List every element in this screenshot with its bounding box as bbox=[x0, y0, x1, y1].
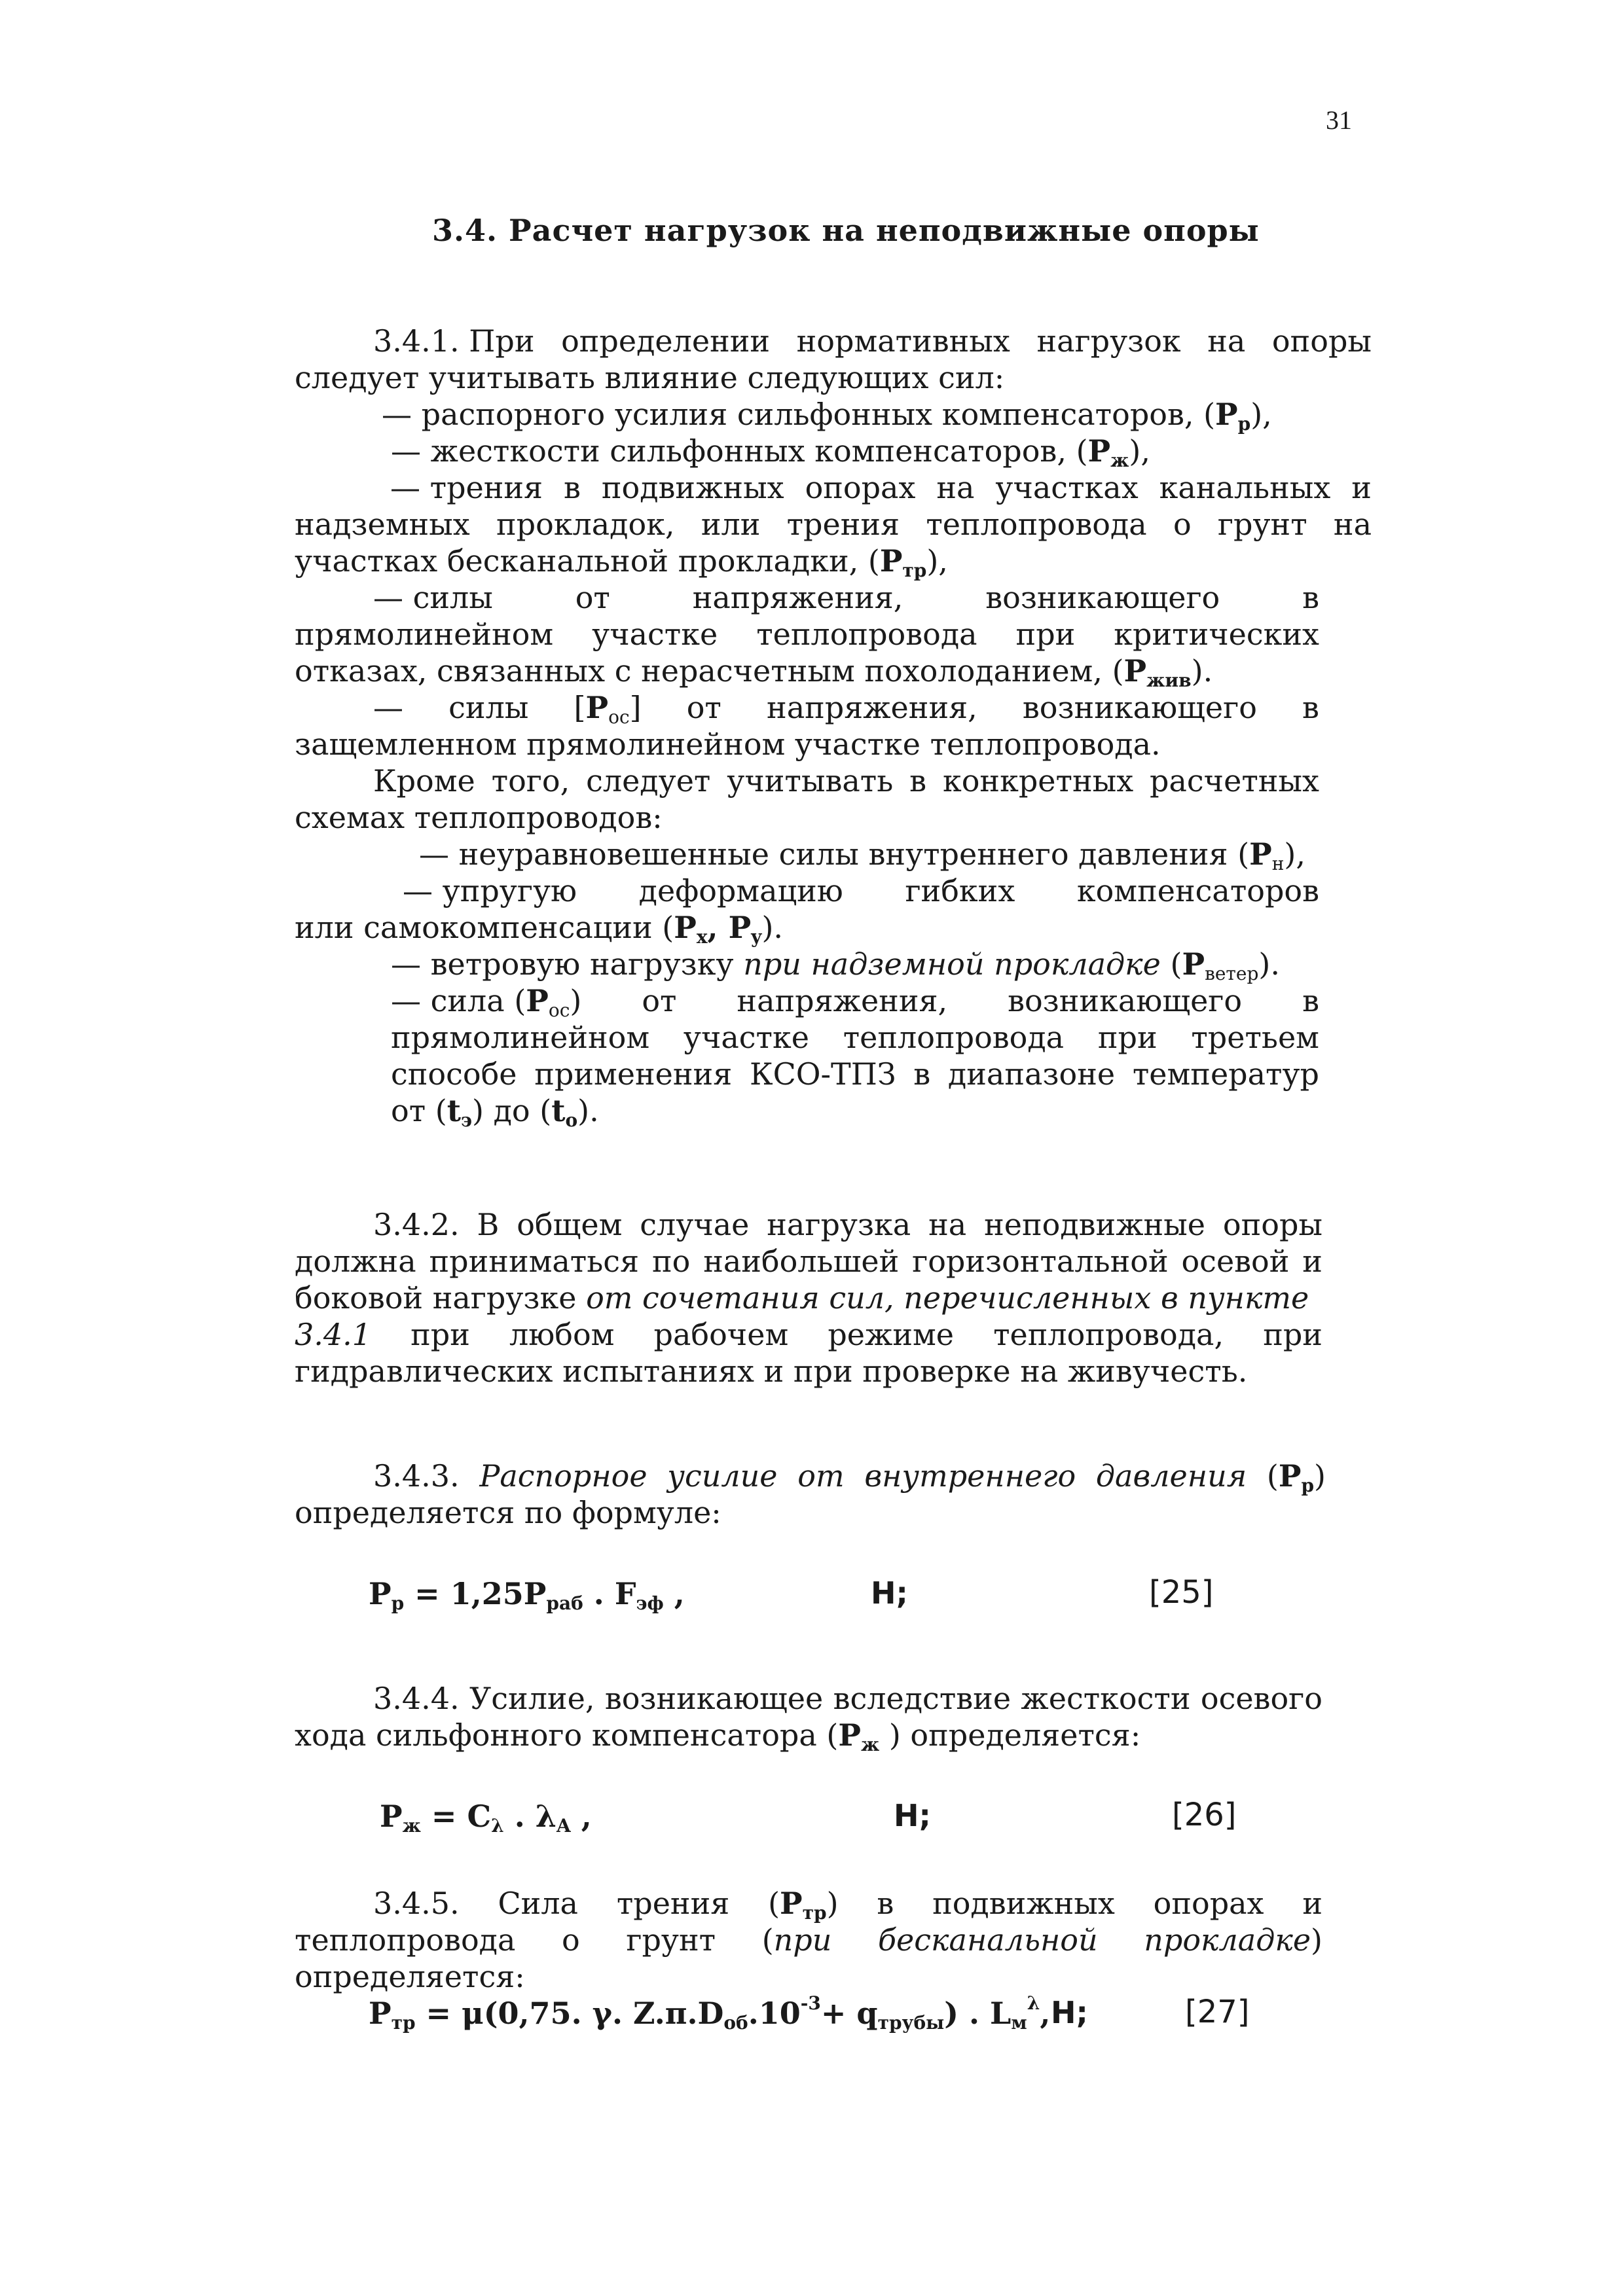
word: нагрузок bbox=[1036, 323, 1181, 359]
text-line: защемленном прямолинейном участке теплопровода. bbox=[295, 726, 1161, 762]
text-line: определяется по формуле: bbox=[295, 1495, 721, 1530]
text-line: хода сильфонного компенсатора ($P_ж$ ) определяется: bbox=[295, 1717, 1141, 1755]
text-line: — сила $(P_{ос})$ от напряжения, возникающего в bbox=[391, 983, 1319, 1021]
text-line: способе применения КСО-ТПЗ в диапазоне температур bbox=[391, 1056, 1319, 1092]
text-line: должна приниматься по наибольшей горизонтальной осевой и bbox=[295, 1244, 1322, 1279]
word: 3.4.1. При bbox=[373, 323, 535, 359]
text-line: надземных прокладок, или трения теплопровода о грунт на bbox=[295, 507, 1372, 542]
formula-number: [26] bbox=[1172, 1797, 1237, 1833]
text-line: — распорного усилия сильфонных компенсаторов, $(P_р)$, bbox=[382, 397, 1272, 435]
text-line: отказах, связанных с нерасчетным похолоданием, $(P_{жив})$. bbox=[295, 653, 1213, 691]
text-line: прямолинейном участке теплопровода при третьем bbox=[391, 1020, 1319, 1055]
formula-unit: H; bbox=[894, 1798, 931, 1833]
text-line: гидравлических испытаниях и при проверке на живучесть. bbox=[295, 1354, 1248, 1389]
word: нормативных bbox=[796, 323, 1010, 359]
formula-number: [25] bbox=[1149, 1574, 1214, 1611]
text-line: — упругую деформацию гибких компенсаторов bbox=[403, 873, 1319, 908]
text-line: — силы от напряжения, возникающего в bbox=[373, 580, 1319, 615]
word: опоры bbox=[1271, 323, 1372, 359]
text-line: участках бесканальной прокладки, $(P_{тр})$, bbox=[295, 543, 948, 581]
text-line: — ветровую нагрузку при надземной прокладке $(P_{ветер})$. bbox=[391, 946, 1280, 984]
text-line: — трения в подвижных опорах на участках канальных и bbox=[390, 470, 1372, 505]
text-line: — неуравновешенные силы внутреннего давления $(P_н)$, bbox=[419, 836, 1305, 874]
text-line: прямолинейном участке теплопровода при критических bbox=[295, 617, 1319, 652]
text-line: 3.4.2. В общем случае нагрузка на неподвижные опоры bbox=[373, 1207, 1322, 1242]
text-line: или самокомпенсации ($P_x$, $P_y$). bbox=[295, 910, 784, 948]
text-line: от $(t_э)$ до $(t_о)$. bbox=[391, 1093, 599, 1131]
text-line: теплопровода о грунт (при бесканальной прокладке) bbox=[295, 1922, 1322, 1958]
formula-expression: $P_р = 1,25P_{раб}$ . $F_{эф}$ , bbox=[369, 1576, 685, 1614]
text-line: Кроме того, следует учитывать в конкретных расчетных bbox=[373, 763, 1319, 798]
word: определении bbox=[561, 323, 771, 359]
text-line: — жесткости сильфонных компенсаторов, $(P_ж)$, bbox=[391, 433, 1150, 471]
section-title: 3.4. Расчет нагрузок на неподвижные опоры bbox=[432, 213, 1260, 248]
formula-expression: $P_ж = C_\lambda$ . $\lambda_A$ , bbox=[380, 1799, 592, 1837]
page-number: 31 bbox=[1326, 105, 1352, 135]
text-line: 3.4.4. Усилие, возникающее вследствие жесткости осевого bbox=[373, 1681, 1322, 1716]
text-line: 3.4.3. Распорное усилие от внутреннего давления $(P_р)$ bbox=[373, 1458, 1326, 1496]
formula-number: [27] bbox=[1185, 1994, 1250, 2030]
text-line: боковой нагрузке от сочетания сил, перечисленных в пункте bbox=[295, 1280, 1309, 1316]
text-line: следует учитывать влияние следующих сил: bbox=[295, 360, 1005, 395]
formula-unit: H; bbox=[1051, 1995, 1088, 2030]
formula-unit: H; bbox=[871, 1575, 908, 1611]
formula-expression: $P_{тр} = \mu(0,75$. γ. $Z.\pi.D_{об}.10^{-3}+ q_{трубы}$) . $L_м^\lambda$, bbox=[369, 1992, 1051, 2034]
text-line: определяется: bbox=[295, 1959, 525, 1994]
word: на bbox=[1207, 323, 1246, 359]
text-line: 3.4.5. Сила трения $(P_{тр})$ в подвижных опорах и bbox=[373, 1886, 1322, 1924]
text-line: схемах теплопроводов: bbox=[295, 800, 663, 835]
text-line bbox=[373, 323, 1372, 359]
text-line: — силы $[P_{ос}]$ от напряжения, возникающего в bbox=[373, 690, 1319, 728]
text-line: 3.4.1 при любом рабочем режиме теплопровода, при bbox=[295, 1317, 1322, 1352]
